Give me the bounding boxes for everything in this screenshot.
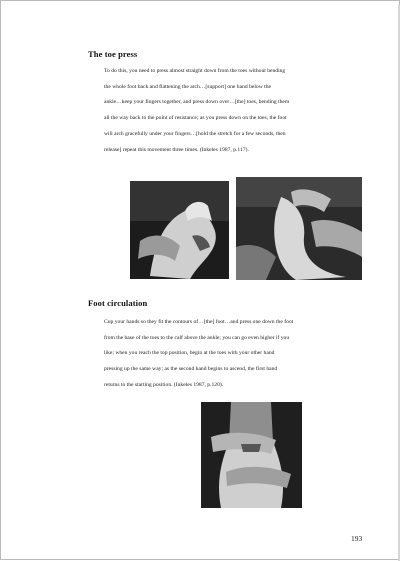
toe-press-photo-1 <box>130 181 229 279</box>
paragraph-toe-press <box>104 64 344 158</box>
text-line: ankle…keep your fingers together, and press down over…[the] toes, bending them <box>104 99 290 106</box>
text-line: pressing up the same way; as the second hand begins to ascend, the first hand <box>104 366 278 373</box>
text-line: will arch gracefully under your fingers…[hold the stretch for a few seconds, then <box>104 130 286 137</box>
text-line: returns to the starting position. (Inkeles 1987, p.120). <box>104 381 224 388</box>
page-number: 193 <box>351 534 363 543</box>
text-line: Cup your hands so they fit the contours of…[the] foot…and press one down the foot <box>104 319 294 325</box>
text-line: To do this, you need to press almost straight down from the toes without bending <box>104 68 286 74</box>
paragraph-foot-circulation <box>104 315 344 394</box>
text-line: like; when you reach the top position, begin at the toes with your other hand <box>104 350 275 357</box>
foot-circulation-photo <box>201 402 302 508</box>
section-heading-foot-circulation: Foot circulation <box>88 298 148 308</box>
text-line: all the way back to the point of resistance; as you press down on the toes, the foot <box>104 115 287 122</box>
section-heading-toe-press: The toe press <box>88 49 138 59</box>
text-line: from the base of the toes to the calf above the ankle; you can go even higher if you <box>104 334 290 341</box>
toe-press-photo-2 <box>236 177 362 280</box>
text-line: release] repeat this movement three times. (Inkeles 1987, p.117). <box>104 146 249 153</box>
text-line: the whole foot back and flattening the arch…[support] one hand below the <box>104 83 271 90</box>
